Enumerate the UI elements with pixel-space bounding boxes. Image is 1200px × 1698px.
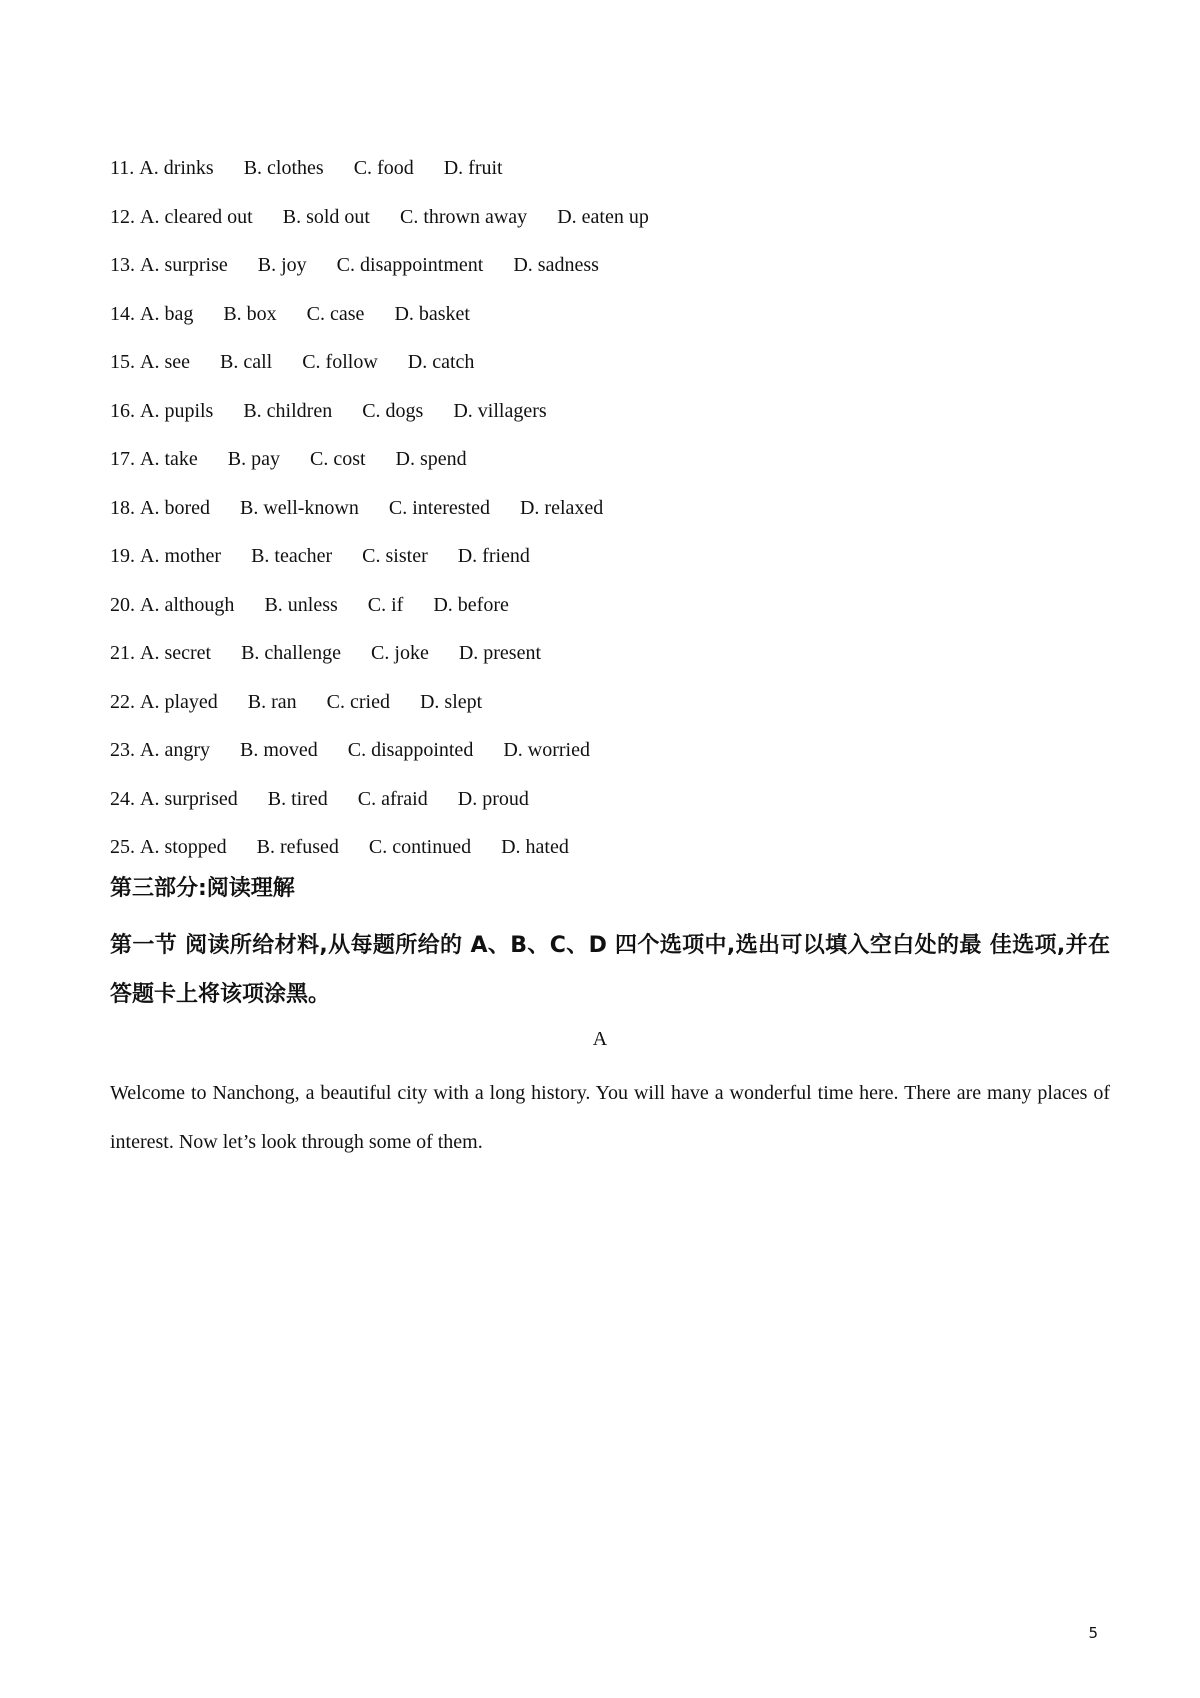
option-d: D. relaxed [519, 496, 604, 519]
question-row [110, 443, 1110, 492]
option-d: D. fruit [443, 157, 503, 179]
question-row [110, 346, 1110, 395]
question-row [110, 637, 1110, 686]
passage-text: Welcome to Nanchong, a beautiful city with a long history. You will have a wonderful time here. There are many places of interest. Now let’s look through some of them. [110, 1082, 1110, 1153]
question-row [110, 540, 1110, 589]
option-c: C. joke [371, 642, 429, 664]
passage-label: A [592, 1028, 608, 1050]
question-row [110, 492, 1110, 541]
option-d: D. sadness [513, 254, 599, 276]
option-c: C. interested [388, 496, 490, 519]
question-number: 21. [110, 642, 135, 664]
option-b: B. ran [247, 690, 297, 713]
option-c: C. cost [309, 448, 366, 470]
question-number: 18. [110, 496, 135, 519]
question-number: 14. [110, 302, 135, 325]
question-row [110, 783, 1110, 832]
option-a: A. take [140, 448, 198, 470]
option-a: A. bored [140, 496, 210, 519]
option-a: A. mother [140, 545, 222, 567]
question-number: 19. [110, 545, 135, 567]
question-row [110, 589, 1110, 638]
option-d: D. before [433, 593, 509, 616]
question-row [110, 249, 1110, 298]
option-b: B. sold out [282, 205, 370, 228]
option-c: C. cried [326, 690, 390, 713]
question-number: 13. [110, 254, 135, 276]
question-number: 17. [110, 448, 135, 470]
option-d: D. slept [419, 690, 483, 713]
option-a: A. surprised [140, 787, 238, 810]
option-a: A. cleared out [140, 205, 253, 228]
option-c: C. disappointment [336, 254, 484, 276]
option-d: D. worried [503, 739, 590, 761]
question-number: 20. [110, 593, 135, 616]
section-instructions: 第一节 阅读所给材料,从每题所给的 A、B、C、D 四个选项中,选出可以填入空白处的最 佳选项,并在答题卡上将该项涂黑。 [110, 933, 1110, 1007]
option-b: B. joy [257, 254, 307, 276]
option-a: A. pupils [140, 399, 214, 422]
question-number: 16. [110, 399, 135, 422]
option-a: A. angry [140, 739, 210, 761]
question-number: 11. [110, 157, 135, 179]
option-a: A. stopped [140, 836, 227, 858]
option-d: D. proud [457, 787, 529, 810]
question-number: 23. [110, 739, 135, 761]
option-d: D. present [458, 642, 542, 664]
question-row [110, 734, 1110, 783]
option-d: D. hated [501, 836, 569, 858]
option-d: D. basket [394, 302, 470, 325]
question-row [110, 152, 1110, 201]
option-c: C. thrown away [399, 205, 528, 228]
option-b: B. call [219, 351, 273, 373]
option-a: A. surprise [140, 254, 228, 276]
question-number: 12. [110, 205, 135, 228]
option-b: B. children [243, 399, 333, 422]
option-a: A. secret [140, 642, 212, 664]
option-b: B. unless [264, 593, 338, 616]
question-list [110, 152, 1110, 880]
question-row [110, 201, 1110, 250]
option-d: D. catch [407, 351, 475, 373]
option-b: B. well-known [239, 496, 359, 519]
option-d: D. eaten up [557, 205, 649, 228]
option-b: B. pay [227, 448, 280, 470]
option-c: C. sister [362, 545, 428, 567]
option-b: B. moved [239, 739, 318, 761]
question-number: 24. [110, 787, 135, 810]
question-row [110, 298, 1110, 347]
option-a: A. although [140, 593, 235, 616]
option-b: B. refused [256, 836, 339, 858]
part-title: 第三部分:阅读理解 [110, 876, 295, 901]
option-b: B. tired [267, 787, 328, 810]
question-row [110, 395, 1110, 444]
option-c: C. disappointed [347, 739, 474, 761]
option-d: D. villagers [453, 399, 547, 422]
option-c: C. afraid [357, 787, 428, 810]
option-c: C. if [367, 593, 404, 616]
page-number: 5 [1088, 1624, 1098, 1642]
option-a: A. bag [140, 302, 194, 325]
option-b: B. clothes [243, 157, 324, 179]
option-c: C. continued [368, 836, 472, 858]
option-a: A. played [140, 690, 218, 713]
option-b: B. challenge [241, 642, 342, 664]
question-number: 15. [110, 351, 135, 373]
option-c: C. food [353, 157, 414, 179]
option-c: C. case [306, 302, 365, 325]
question-number: 25. [110, 836, 135, 858]
option-c: C. follow [302, 351, 378, 373]
option-a: A. drinks [139, 157, 214, 179]
question-row [110, 686, 1110, 735]
option-a: A. see [140, 351, 190, 373]
option-b: B. box [223, 302, 277, 325]
option-d: D. friend [457, 545, 530, 567]
option-d: D. spend [395, 448, 467, 470]
option-c: C. dogs [362, 399, 424, 422]
question-number: 22. [110, 690, 135, 713]
option-b: B. teacher [251, 545, 333, 567]
